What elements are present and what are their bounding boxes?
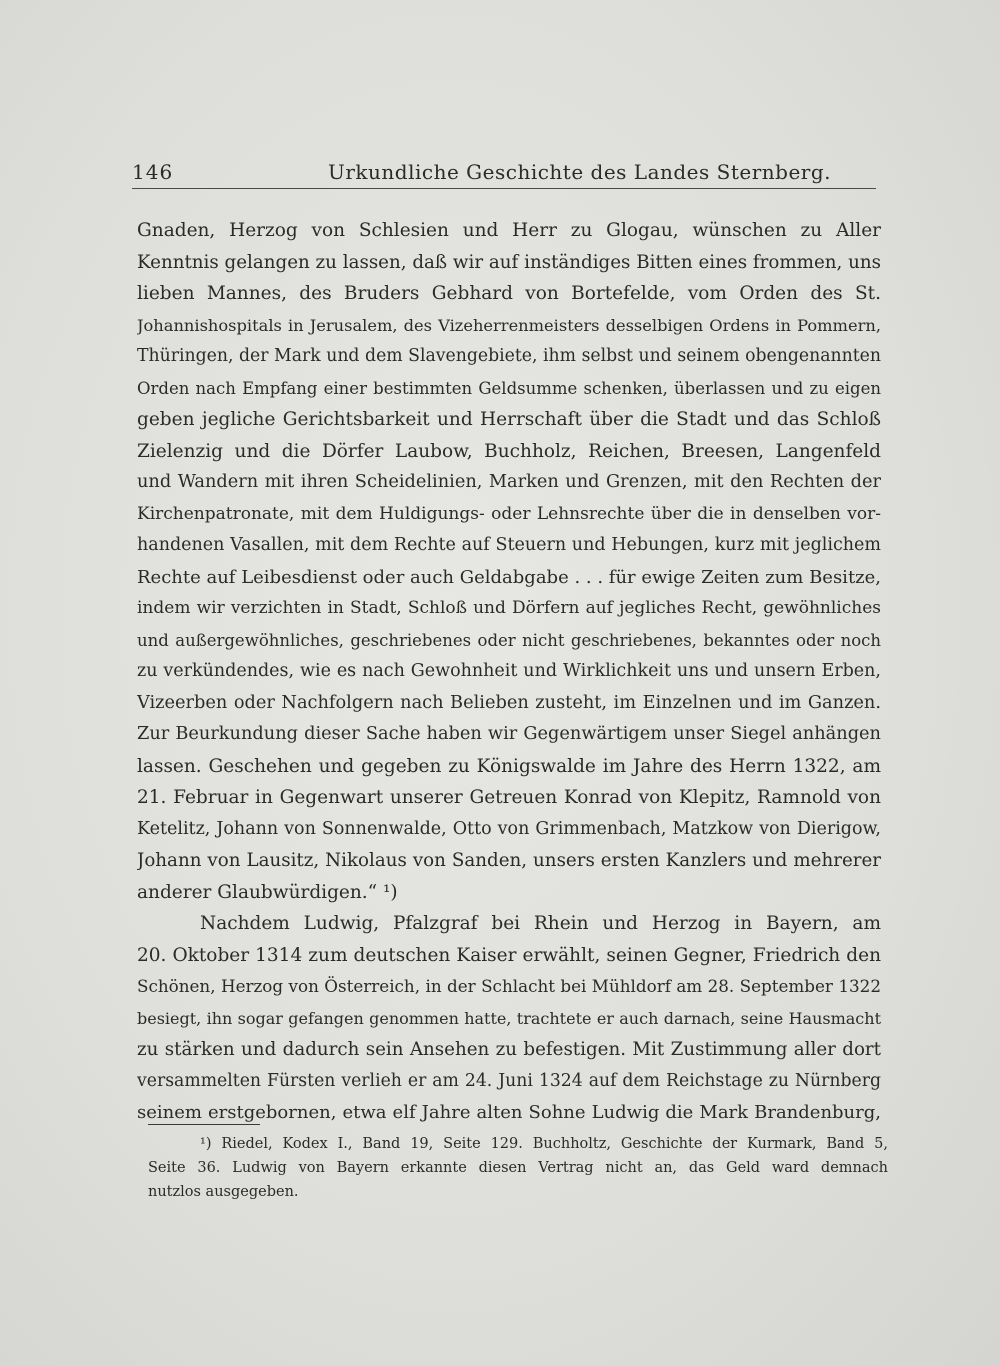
text-line: geben jegliche Gerichtsbarkeit und Herrschaft über die Stadt und das Schloß (137, 409, 881, 430)
footnote-divider (148, 1124, 260, 1125)
text-line: indem wir verzichten in Stadt, Schloß und Dörfern auf jegliches Recht, gewöhnliches (137, 598, 881, 618)
text-line: Thüringen, der Mark und dem Slavengebiete, ihm selbst und seinem obengenannten (137, 346, 881, 366)
text-line: und außergewöhnliches, geschriebenes oder nicht geschriebenes, bekanntes oder noch (137, 630, 881, 650)
text-line: Zur Beurkundung dieser Sache haben wir Gegenwärtigem unser Siegel anhängen (137, 724, 881, 744)
text-line: Johann von Lausitz, Nikolaus von Sanden, unsers ersten Kanzlers und mehrerer (137, 850, 881, 871)
text-line: lieben Mannes, des Bruders Gebhard von Bortefelde, vom Orden des St. (137, 283, 881, 304)
footnote-line: Seite 36. Ludwig von Bayern erkannte diesen Vertrag nicht an, das Geld ward demnach (148, 1160, 888, 1176)
text-line: Kirchenpatronate, mit dem Huldigungs- oder Lehnsrechte über die in denselben vor- (137, 503, 881, 524)
text-line: Gnaden, Herzog von Schlesien und Herr zu Glogau, wünschen zu Aller (137, 220, 881, 241)
text-line: Orden nach Empfang einer bestimmten Geldsumme schenken, überlassen und zu eigen (137, 378, 881, 398)
text-line: versammelten Fürsten verlieh er am 24. Juni 1324 auf dem Reichstage zu Nürnberg (137, 1070, 881, 1091)
footnote-line: ¹) Riedel, Kodex I., Band 19, Seite 129. Buchholtz, Geschichte der Kurmark, Band 5, (200, 1136, 888, 1152)
text-line: zu stärken und dadurch sein Ansehen zu befestigen. Mit Zustimmung aller dort (137, 1039, 881, 1060)
text-line: seinem erstgebornen, etwa elf Jahre alten Sohne Ludwig die Mark Brandenburg, (137, 1102, 881, 1123)
text-line: Johannishospitals in Jerusalem, des Vizeherrenmeisters desselbigen Ordens in Pommern, (137, 315, 881, 335)
text-line: Zielenzig und die Dörfer Laubow, Buchholz, Reichen, Breesen, Langenfeld (137, 440, 881, 462)
page-header (132, 158, 876, 189)
body-text (137, 215, 881, 1129)
text-line: und Wandern mit ihren Scheidelinien, Marken und Grenzen, mit den Rechten der (137, 472, 881, 492)
text-line: zu verkündendes, wie es nach Gewohnheit und Wirklichkeit uns und unsern Erben, (137, 661, 881, 681)
text-line: Vizeerben oder Nachfolgern nach Belieben zusteht, im Einzelnen und im Ganzen. (137, 692, 881, 713)
text-line: Rechte auf Leibesdienst oder auch Geldabgabe . . . für ewige Zeiten zum Besitze, (137, 566, 881, 588)
text-line: Nachdem Ludwig, Pfalzgraf bei Rhein und Herzog in Bayern, am (200, 913, 881, 934)
running-title: Urkundliche Geschichte des Landes Sternberg. (328, 160, 832, 184)
text-line: besiegt, ihn sogar gefangen genommen hatte, trachtete er auch darnach, seine Hausmacht (137, 1008, 881, 1028)
text-line: Ketelitz, Johann von Sonnenwalde, Otto von Grimmenbach, Matzkow von Dierigow, (137, 818, 881, 839)
footnote-line: nutzlos ausgegeben. (148, 1184, 299, 1200)
text-line: lassen. Geschehen und gegeben zu Königswalde im Jahre des Herrn 1322, am (137, 755, 881, 777)
text-line: 21. Februar in Gegenwart unserer Getreuen Konrad von Klepitz, Ramnold von (137, 787, 881, 808)
text-line: Kenntnis gelangen zu lassen, daß wir auf inständiges Bitten eines frommen, uns (137, 251, 881, 273)
text-line: anderer Glaubwürdigen.“ ¹) (137, 881, 398, 903)
page-number: 146 (132, 160, 174, 184)
text-line: Schönen, Herzog von Österreich, in der Schlacht bei Mühldorf am 28. September 1322 (137, 976, 881, 996)
text-line: handenen Vasallen, mit dem Rechte auf Steuern und Hebungen, kurz mit jeglichem (137, 535, 881, 555)
text-line: 20. Oktober 1314 zum deutschen Kaiser erwählt, seinen Gegner, Friedrich den (137, 944, 881, 966)
footnotes (148, 1132, 888, 1204)
